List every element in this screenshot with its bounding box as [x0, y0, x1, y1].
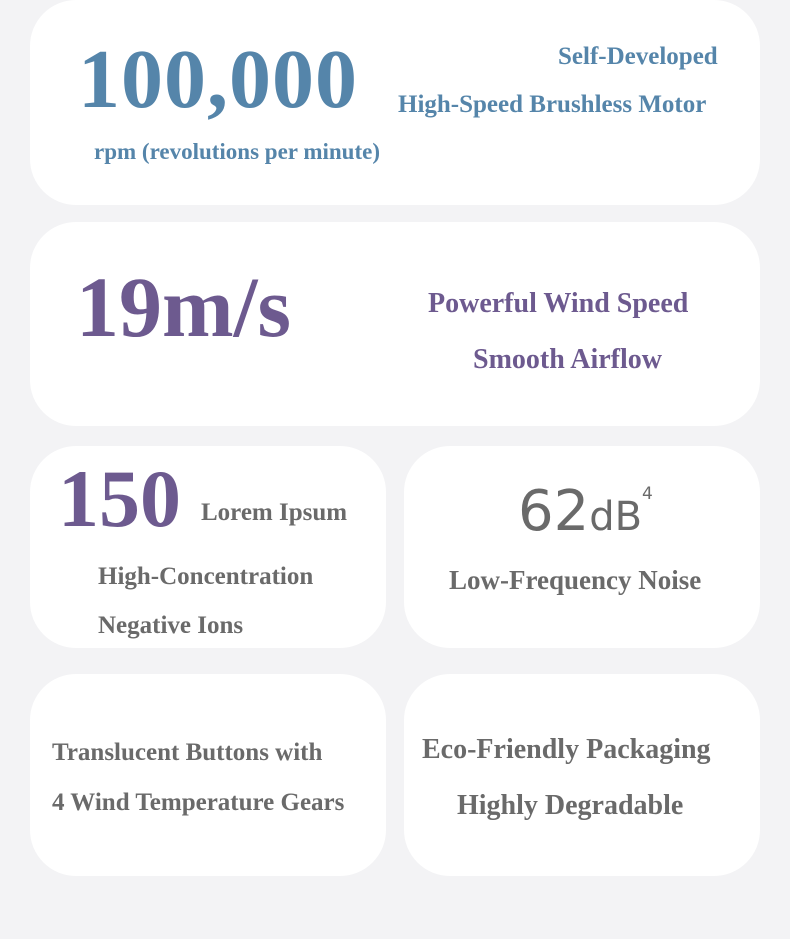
motor-rpm-value: 100,000 — [78, 33, 358, 126]
buttons-feature-line2: 4 Wind Temperature Gears — [52, 789, 345, 816]
wind-speed-card — [30, 222, 760, 426]
negative-ions-card — [30, 446, 386, 648]
noise-number: 62 — [518, 479, 590, 544]
ions-feature-line1: High-Concentration — [98, 563, 314, 590]
buttons-feature-line1: Translucent Buttons with — [52, 739, 323, 766]
ions-value: 150 — [58, 453, 181, 544]
noise-level-card — [404, 446, 760, 648]
wind-speed-value: 19m/s — [76, 259, 291, 355]
ions-suffix: Lorem Ipsum — [201, 499, 348, 526]
motor-speed-card — [30, 0, 760, 205]
motor-feature-line2: High-Speed Brushless Motor — [398, 91, 707, 118]
eco-feature-line2: Highly Degradable — [457, 790, 684, 821]
noise-footnote-marker: 4 — [642, 484, 653, 504]
noise-value — [518, 479, 653, 544]
eco-packaging-card — [404, 674, 760, 876]
motor-rpm-unit: rpm (revolutions per minute) — [94, 139, 380, 164]
buttons-gears-card — [30, 674, 386, 876]
ions-feature-line2: Negative Ions — [98, 612, 244, 639]
noise-feature-line: Low-Frequency Noise — [449, 565, 702, 595]
wind-feature-line1: Powerful Wind Speed — [428, 288, 689, 319]
noise-unit: dB — [589, 494, 643, 540]
eco-feature-line1: Eco-Friendly Packaging — [422, 734, 711, 765]
motor-feature-line1: Self-Developed — [558, 43, 718, 70]
wind-feature-line2: Smooth Airflow — [473, 344, 662, 375]
